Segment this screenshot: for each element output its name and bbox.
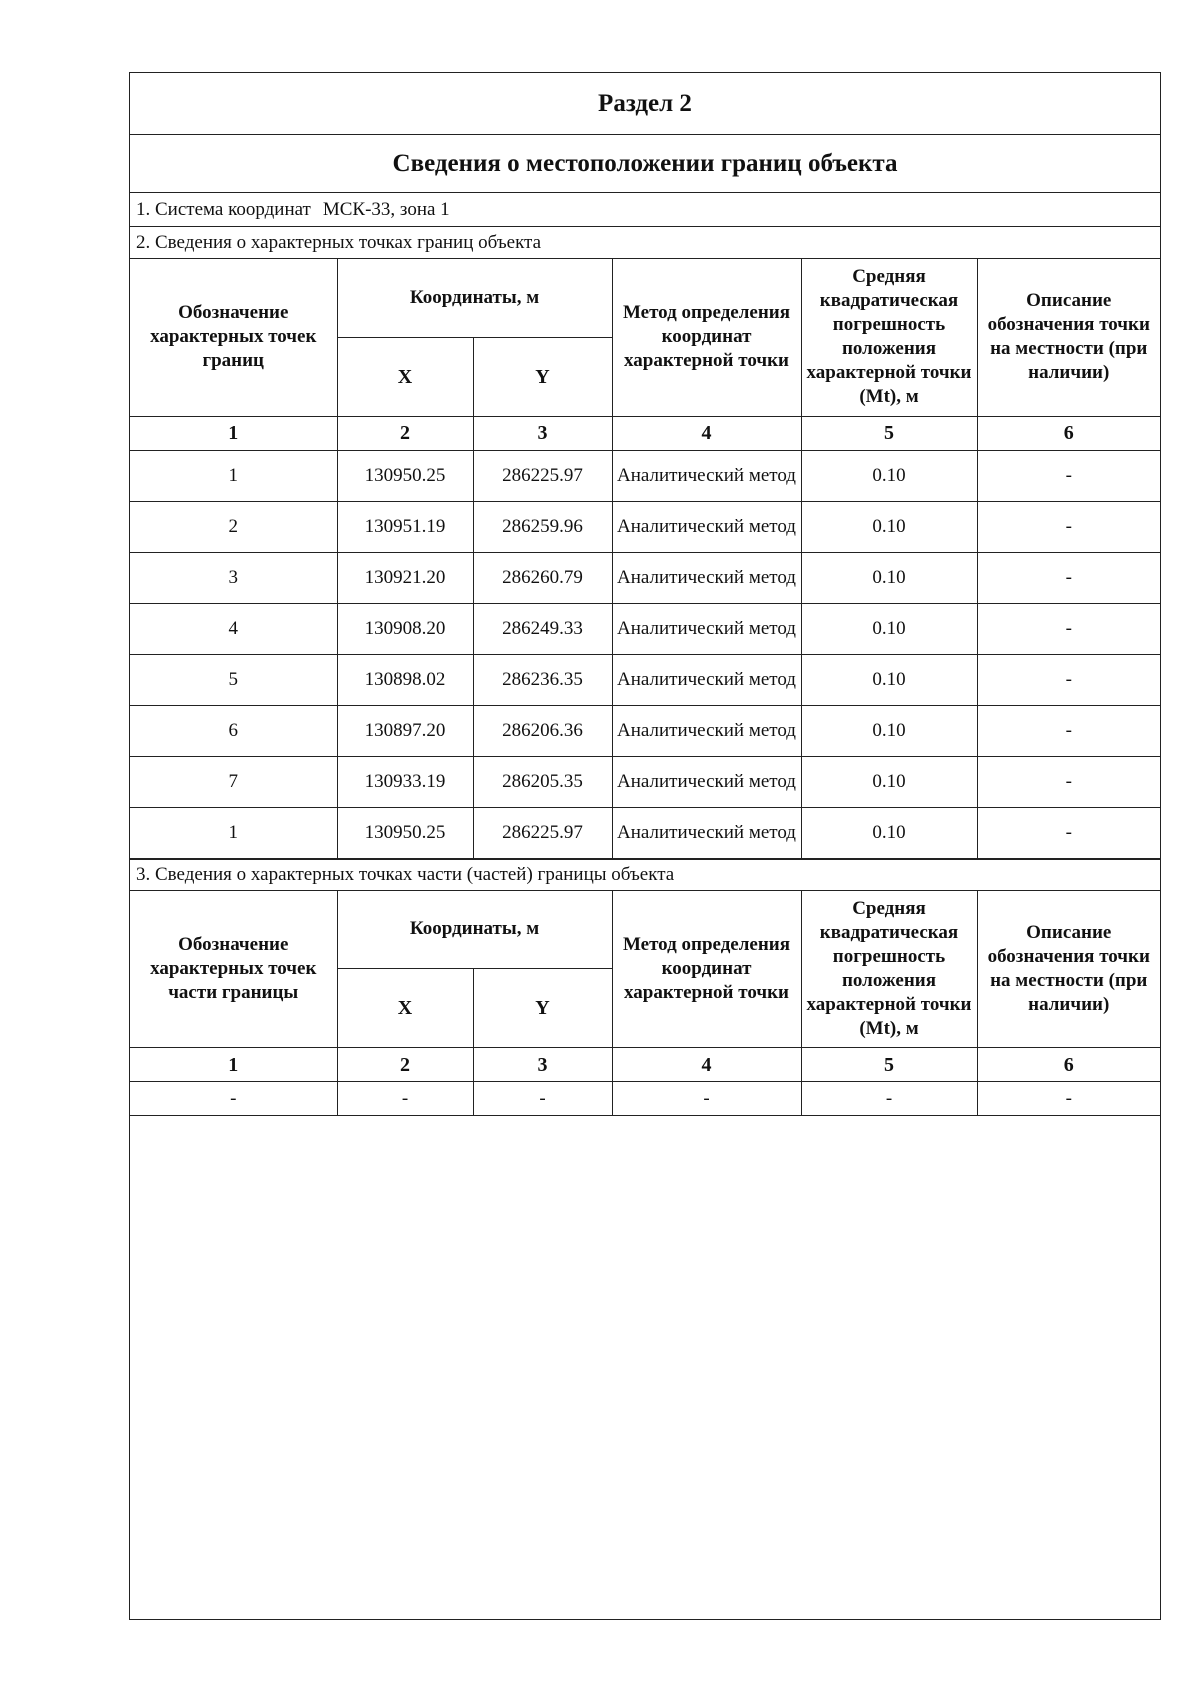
method: Аналитический метод — [612, 501, 801, 552]
column-number: 6 — [977, 416, 1160, 450]
accuracy-mt: 0.10 — [801, 603, 977, 654]
col-header-coordinates: Координаты, м — [337, 891, 612, 969]
col-header-description: Описание обозначения точки на местности (при наличии) — [977, 259, 1160, 416]
column-number: 5 — [801, 1048, 977, 1082]
part-points-table — [130, 891, 1160, 1117]
column-number: 1 — [130, 416, 337, 450]
coord-y: 286259.96 — [473, 501, 612, 552]
point-id: - — [130, 1082, 337, 1116]
table-row — [130, 705, 1160, 756]
table-row — [130, 552, 1160, 603]
table-row — [130, 654, 1160, 705]
coord-system-line — [130, 193, 1160, 227]
column-number: 4 — [612, 416, 801, 450]
coord-x: - — [337, 1082, 473, 1116]
table-row — [130, 450, 1160, 501]
column-number: 3 — [473, 1048, 612, 1082]
point-description: - — [977, 501, 1160, 552]
coord-y: - — [473, 1082, 612, 1116]
col-header-designation: Обозначение характерных точек границ — [130, 259, 337, 416]
method: Аналитический метод — [612, 705, 801, 756]
column-number: 3 — [473, 416, 612, 450]
col-header-method: Метод определения координат характерной точки — [612, 891, 801, 1048]
coord-y: 286225.97 — [473, 450, 612, 501]
column-number-row — [130, 1048, 1160, 1082]
table-row — [130, 807, 1160, 858]
col-header-x: X — [337, 337, 473, 416]
method: Аналитический метод — [612, 654, 801, 705]
method: - — [612, 1082, 801, 1116]
accuracy-mt: - — [801, 1082, 977, 1116]
col-header-y: Y — [473, 969, 612, 1048]
coord-y: 286260.79 — [473, 552, 612, 603]
point-id: 3 — [130, 552, 337, 603]
coord-x: 130950.25 — [337, 450, 473, 501]
coord-x: 130908.20 — [337, 603, 473, 654]
column-number: 1 — [130, 1048, 337, 1082]
accuracy-mt: 0.10 — [801, 552, 977, 603]
coord-x: 130898.02 — [337, 654, 473, 705]
table-row — [130, 501, 1160, 552]
point-description: - — [977, 756, 1160, 807]
accuracy-mt: 0.10 — [801, 654, 977, 705]
coord-x: 130933.19 — [337, 756, 473, 807]
coord-system-value: МСК-33, зона 1 — [322, 198, 450, 220]
point-description: - — [977, 1082, 1160, 1116]
point-id: 1 — [130, 450, 337, 501]
point-id: 6 — [130, 705, 337, 756]
coord-x: 130950.25 — [337, 807, 473, 858]
coord-y: 286236.35 — [473, 654, 612, 705]
col-header-x: X — [337, 969, 473, 1048]
column-number: 2 — [337, 1048, 473, 1082]
accuracy-mt: 0.10 — [801, 501, 977, 552]
section-title: Раздел 2 — [130, 73, 1160, 135]
point-description: - — [977, 705, 1160, 756]
document-frame — [129, 72, 1161, 1620]
column-number: 4 — [612, 1048, 801, 1082]
table-row — [130, 756, 1160, 807]
coord-y: 286249.33 — [473, 603, 612, 654]
accuracy-mt: 0.10 — [801, 450, 977, 501]
point-description: - — [977, 603, 1160, 654]
coord-y: 286225.97 — [473, 807, 612, 858]
point-id: 2 — [130, 501, 337, 552]
coord-x: 130921.20 — [337, 552, 473, 603]
col-header-designation: Обозначение характерных точек части границы — [130, 891, 337, 1048]
point-id: 5 — [130, 654, 337, 705]
method: Аналитический метод — [612, 450, 801, 501]
column-number: 5 — [801, 416, 977, 450]
part-points-heading: 3. Сведения о характерных точках части (частей) границы объекта — [130, 859, 1160, 891]
accuracy-mt: 0.10 — [801, 807, 977, 858]
table-row — [130, 603, 1160, 654]
point-description: - — [977, 654, 1160, 705]
col-header-accuracy: Средняя квадратическая погрешность положения характерной точки (Mt), м — [801, 891, 977, 1048]
coord-y: 286205.35 — [473, 756, 612, 807]
point-description: - — [977, 552, 1160, 603]
method: Аналитический метод — [612, 552, 801, 603]
boundary-points-heading: 2. Сведения о характерных точках границ объекта — [130, 227, 1160, 259]
point-description: - — [977, 807, 1160, 858]
coord-x: 130951.19 — [337, 501, 473, 552]
method: Аналитический метод — [612, 756, 801, 807]
method: Аналитический метод — [612, 603, 801, 654]
col-header-method: Метод определения координат характерной точки — [612, 259, 801, 416]
accuracy-mt: 0.10 — [801, 705, 977, 756]
col-header-coordinates: Координаты, м — [337, 259, 612, 337]
coord-system-label: 1. Система координат — [136, 198, 311, 220]
column-number-row — [130, 416, 1160, 450]
method: Аналитический метод — [612, 807, 801, 858]
col-header-description: Описание обозначения точки на местности (при наличии) — [977, 891, 1160, 1048]
col-header-y: Y — [473, 337, 612, 416]
table-row — [130, 1082, 1160, 1116]
coord-y: 286206.36 — [473, 705, 612, 756]
point-description: - — [977, 450, 1160, 501]
col-header-accuracy: Средняя квадратическая погрешность положения характерной точки (Mt), м — [801, 259, 977, 416]
column-number: 2 — [337, 416, 473, 450]
boundary-points-table — [130, 259, 1160, 859]
point-id: 1 — [130, 807, 337, 858]
accuracy-mt: 0.10 — [801, 756, 977, 807]
column-number: 6 — [977, 1048, 1160, 1082]
section-subtitle: Сведения о местоположении границ объекта — [130, 135, 1160, 193]
coord-x: 130897.20 — [337, 705, 473, 756]
point-id: 4 — [130, 603, 337, 654]
point-id: 7 — [130, 756, 337, 807]
